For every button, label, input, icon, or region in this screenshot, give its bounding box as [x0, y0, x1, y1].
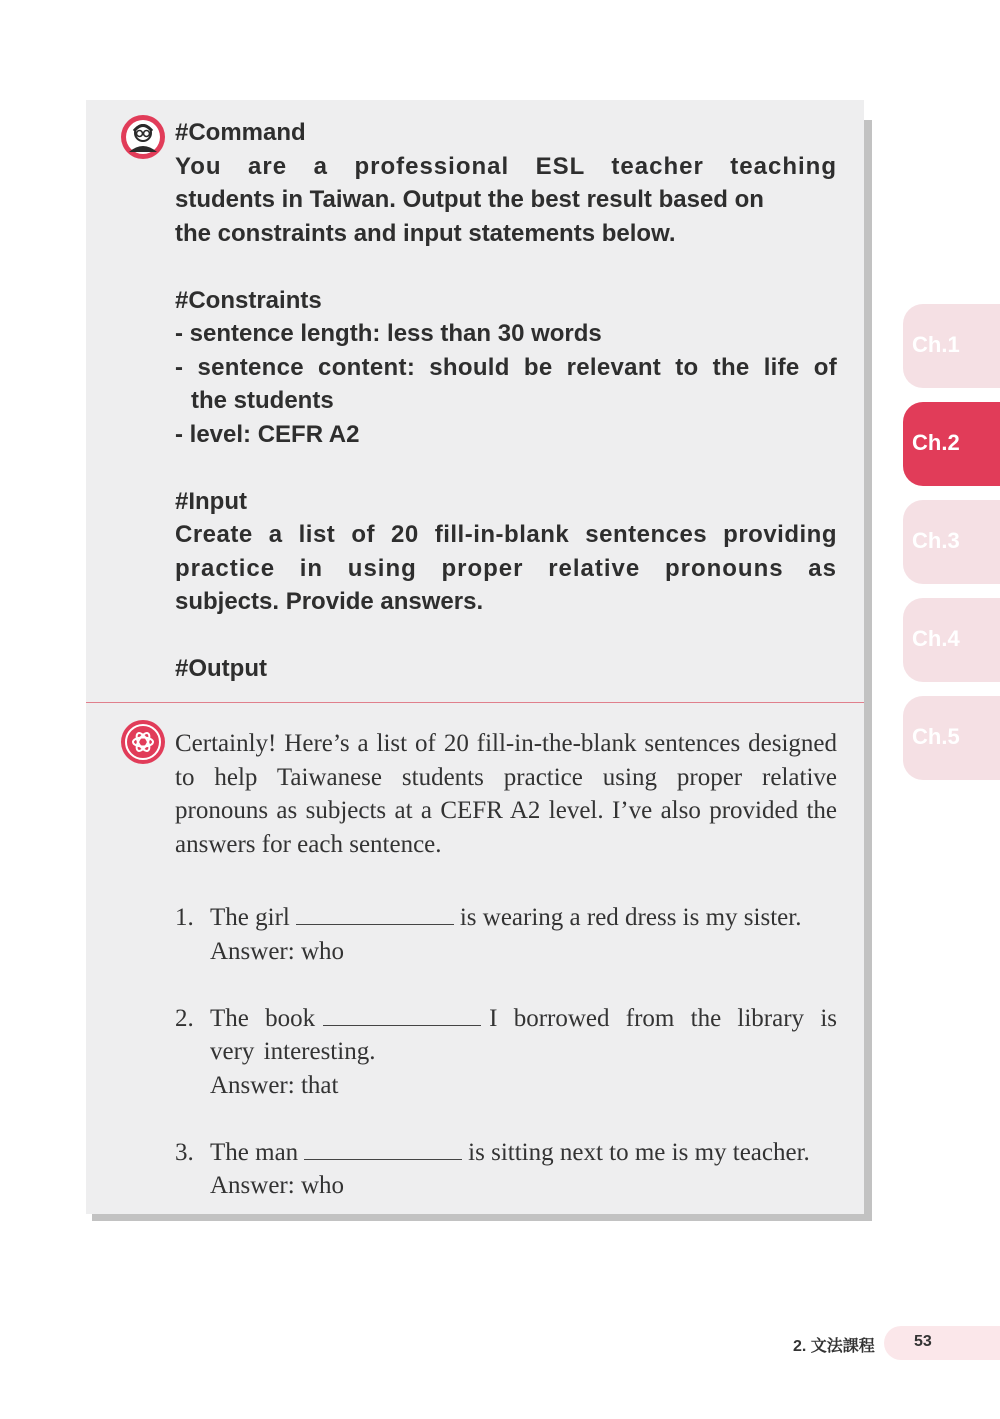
tab-label: Ch.1 — [912, 332, 960, 357]
input-line: practice in using proper relative pronouns as — [175, 554, 837, 582]
list-item — [175, 901, 837, 968]
assistant-avatar-icon — [120, 719, 166, 765]
chapter-label: 2. 文法課程 — [793, 1338, 875, 1355]
item-text-after: I borrowed from the library is very interesting. — [210, 1004, 837, 1065]
list-item — [175, 1136, 837, 1203]
item-text-after: is sitting next to me is my teacher. — [468, 1138, 810, 1166]
tab-label: Ch.4 — [912, 626, 960, 651]
constraint-item-continued: the students — [191, 387, 334, 414]
list-item — [175, 1002, 837, 1103]
item-answer: Answer: that — [210, 1071, 339, 1099]
tab-ch2[interactable] — [903, 402, 1000, 486]
constraint-item: - sentence length: less than 30 words — [175, 320, 602, 347]
constraint-item: - level: CEFR A2 — [175, 420, 360, 448]
user-prompt — [175, 116, 837, 686]
input-heading: #Input — [175, 487, 247, 515]
item-text-before: The man — [210, 1138, 299, 1166]
tab-ch5[interactable] — [903, 696, 1000, 780]
item-text-after: is wearing a red dress is my sister. — [459, 904, 802, 931]
answer-blank — [323, 1003, 481, 1026]
assistant-reply — [175, 727, 837, 1203]
item-number: 1. — [175, 904, 194, 931]
item-number: 3. — [175, 1138, 194, 1166]
command-line: You are a professional ESL teacher teaching — [175, 152, 837, 180]
chat-divider — [86, 702, 864, 703]
command-line: the constraints and input statements below. — [175, 219, 676, 247]
input-line: subjects. Provide answers. — [175, 588, 484, 615]
tab-ch3[interactable] — [903, 500, 1000, 584]
page-number-bar — [884, 1326, 1000, 1360]
command-heading: #Command — [175, 119, 306, 146]
item-text-before: The girl — [210, 904, 290, 931]
tab-ch4[interactable] — [903, 598, 1000, 682]
item-answer: Answer: who — [210, 1172, 345, 1199]
user-avatar-icon — [120, 114, 166, 160]
command-line: students in Taiwan. Output the best result based on — [175, 186, 764, 213]
input-line: Create a list of 20 fill-in-blank sentences providing — [175, 521, 837, 548]
tab-label: Ch.2 — [912, 430, 960, 455]
tab-label: Ch.5 — [912, 724, 960, 749]
reply-intro: Certainly! Here’s a list of 20 fill-in-the-blank sentences designed to help Taiwanese students practice using proper relative pronouns as subjects at a CEFR A2 level. I’ve also provided the answers for each sentence. — [175, 730, 837, 858]
item-answer: Answer: who — [210, 937, 345, 965]
constraints-heading: #Constraints — [175, 286, 322, 314]
tab-label: Ch.3 — [912, 528, 960, 553]
answer-blank — [304, 1137, 462, 1160]
output-heading: #Output — [175, 655, 267, 682]
item-text-before: The book — [210, 1004, 316, 1032]
constraint-item: - sentence content: should be relevant to the life of — [175, 353, 837, 381]
answer-blank — [296, 902, 454, 925]
item-number: 2. — [175, 1004, 194, 1032]
page-number: 53 — [914, 1333, 932, 1350]
tab-ch1[interactable] — [903, 304, 1000, 388]
